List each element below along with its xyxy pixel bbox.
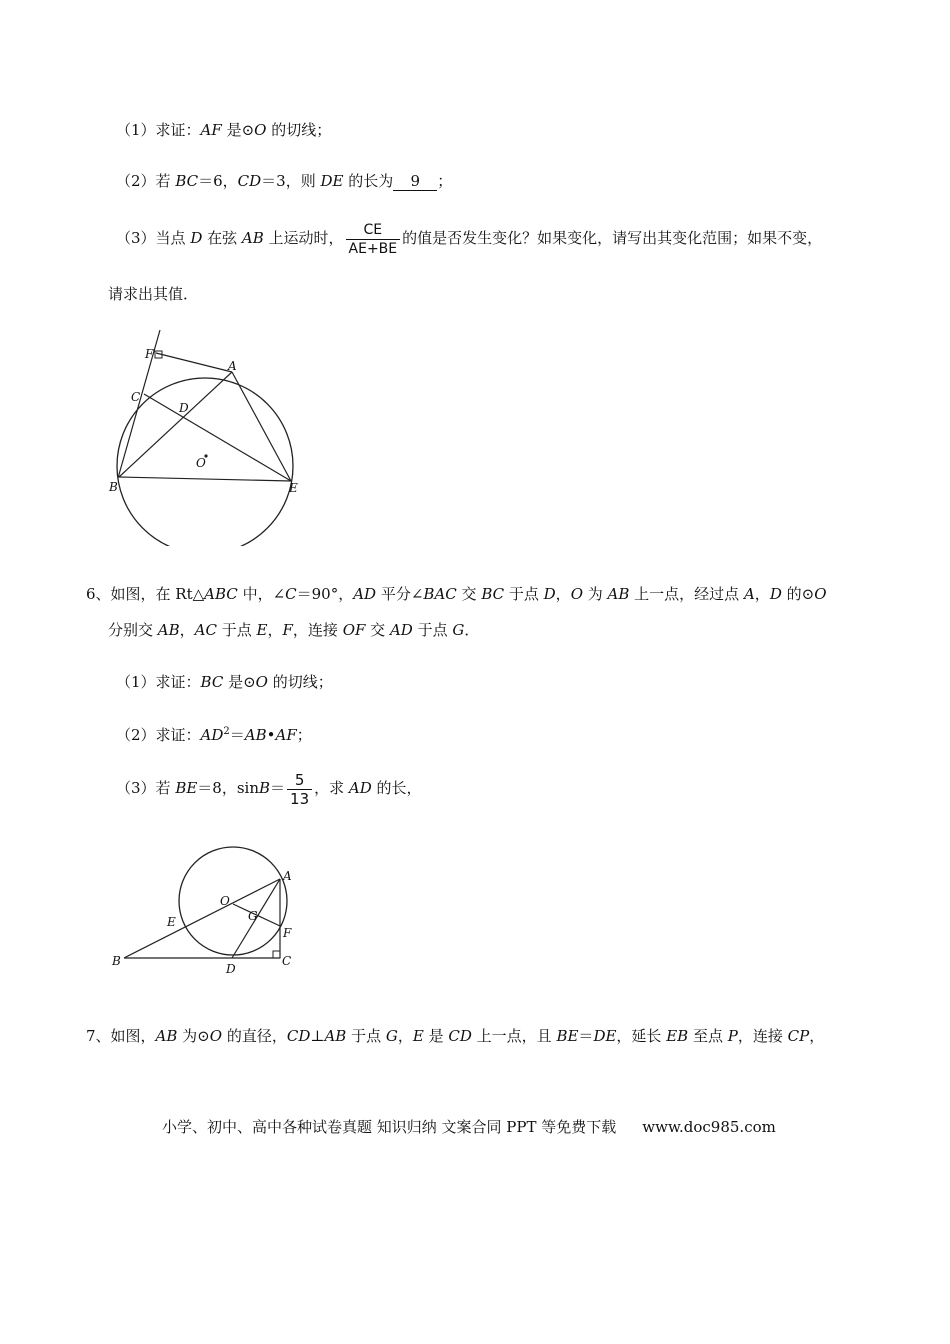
q6-part3-be: BE bbox=[175, 779, 198, 797]
q7-t3: ⊥ bbox=[310, 1027, 325, 1045]
q6-stem-o: O bbox=[570, 585, 583, 603]
q6-stem-t2: ＝90°， bbox=[296, 585, 354, 603]
q5-figure bbox=[100, 326, 310, 546]
footer-url[interactable]: www.doc985.com bbox=[642, 1118, 776, 1136]
q5-part2-prefix: （2）若 bbox=[116, 172, 176, 190]
q5-part2-eq2: ＝3，则 bbox=[261, 172, 321, 190]
q6-right-angle-mark bbox=[273, 951, 280, 958]
q6-stem-line1 bbox=[86, 584, 827, 604]
q6-stem-d2: D bbox=[769, 585, 782, 603]
q6-stem2-t3: 于点 bbox=[216, 621, 257, 639]
q6-part2-sup: 2 bbox=[223, 726, 230, 737]
q6-stem-t4: 交 bbox=[456, 585, 482, 603]
q6-part3-ad: AD bbox=[348, 779, 372, 797]
q6-part3-frac-den: 13 bbox=[287, 789, 312, 808]
q5-part1-suffix: 的切线； bbox=[266, 121, 332, 139]
q6-stem-t9: ， bbox=[754, 585, 770, 603]
q6-part1 bbox=[116, 672, 333, 692]
q7-o: O bbox=[209, 1027, 223, 1045]
q6-part3-frac-num: 5 bbox=[294, 770, 305, 789]
q6-label-a: A bbox=[283, 869, 292, 883]
q5-label-d: D bbox=[179, 401, 189, 415]
q6-stem2-e: E bbox=[256, 621, 268, 639]
q6-part3-b: B bbox=[259, 779, 271, 797]
q6-stem-ab: AB bbox=[607, 585, 630, 603]
q6-stem2-t8: ． bbox=[464, 621, 480, 639]
q6-circle bbox=[179, 847, 287, 955]
q5-part2-bc: BC bbox=[175, 172, 199, 190]
q6-stem2-f: F bbox=[282, 621, 293, 639]
q7-p: P bbox=[727, 1027, 738, 1045]
q6-stem-t7: 为 bbox=[583, 585, 608, 603]
q6-stem-d: D bbox=[543, 585, 556, 603]
q6-stem-bac: BAC bbox=[423, 585, 457, 603]
q6-label-c: C bbox=[282, 954, 292, 968]
q7-t11: ，连接 bbox=[737, 1027, 788, 1045]
q5-part1 bbox=[116, 120, 331, 140]
q6-part1-prefix: （1）求证： bbox=[116, 673, 201, 691]
q5-part1-o: O bbox=[254, 121, 267, 139]
q5-part1-prefix: （1）求证： bbox=[116, 121, 201, 139]
q6-label-g: G bbox=[248, 909, 258, 923]
q7-ab: AB bbox=[155, 1027, 178, 1045]
q6-stem-num: 6、如图，在 Rt△ bbox=[86, 585, 205, 603]
q6-stem-t3: 平分∠ bbox=[376, 585, 424, 603]
q6-label-d: D bbox=[226, 962, 236, 976]
q7-t7: 上一点，且 bbox=[471, 1027, 557, 1045]
q6-stem-t1: 中，∠ bbox=[237, 585, 286, 603]
q6-stem-a: A bbox=[743, 585, 755, 603]
q6-stem2-t2: ， bbox=[179, 621, 195, 639]
q6-stem2-g: G bbox=[452, 621, 465, 639]
q6-line-o-d bbox=[232, 904, 233, 958]
q6-stem-c: C bbox=[285, 585, 297, 603]
q6-part3-eq2: ＝ bbox=[270, 779, 286, 797]
q6-part3-suffix: ，求 bbox=[314, 779, 349, 797]
q5-part3-frac-num: CE bbox=[363, 221, 383, 238]
q5-part2-eq1: ＝6， bbox=[198, 172, 238, 190]
q6-stem-abc: ABC bbox=[204, 585, 238, 603]
q5-line-b-a bbox=[119, 372, 232, 477]
q7-e: E bbox=[412, 1027, 424, 1045]
q6-stem-t10: 的⊙ bbox=[781, 585, 815, 603]
q6-stem2-ac: AC bbox=[194, 621, 217, 639]
q7-t10: 至点 bbox=[688, 1027, 728, 1045]
q5-part3-fraction bbox=[346, 221, 401, 258]
q6-figure bbox=[108, 846, 308, 981]
q6-stem-t5: 于点 bbox=[504, 585, 544, 603]
q5-part1-mid: 是⊙ bbox=[221, 121, 255, 139]
q7-ab2: AB bbox=[324, 1027, 347, 1045]
q5-part1-af: AF bbox=[200, 121, 222, 139]
q5-label-o: O bbox=[196, 456, 206, 470]
q6-stem2-of: OF bbox=[342, 621, 366, 639]
q6-stem2-t1: 分别交 bbox=[108, 621, 158, 639]
q5-part2-cd: CD bbox=[237, 172, 262, 190]
q6-part2-prefix: （2）求证： bbox=[116, 726, 201, 744]
q5-part3-suffix: 的值是否发生变化？如果变化，请写出其变化范围；如果不变， bbox=[402, 229, 823, 247]
q6-stem-bc: BC bbox=[481, 585, 505, 603]
q6-stem-ad: AD bbox=[353, 585, 377, 603]
q7-t12: ， bbox=[809, 1027, 825, 1045]
q6-part3-fraction bbox=[287, 771, 312, 808]
q6-stem-t6: ， bbox=[555, 585, 571, 603]
q6-part2-dot: • bbox=[266, 726, 276, 744]
q6-part3 bbox=[116, 768, 422, 808]
q5-part3-prefix: （3）当点 bbox=[116, 229, 191, 247]
q5-label-a: A bbox=[228, 359, 237, 373]
q5-label-e: E bbox=[289, 481, 298, 495]
q7-cd2: CD bbox=[448, 1027, 472, 1045]
q6-part2-ab: AB bbox=[244, 726, 267, 744]
q7-g: G bbox=[385, 1027, 398, 1045]
q5-line-a-e bbox=[232, 372, 291, 481]
q6-label-e: E bbox=[167, 915, 176, 929]
q7-num: 7、如图， bbox=[86, 1027, 156, 1045]
q7-be: BE bbox=[556, 1027, 579, 1045]
q5-line-f-b bbox=[118, 330, 160, 478]
q6-stem-o2: O bbox=[814, 585, 827, 603]
q7-t9: ，延长 bbox=[616, 1027, 667, 1045]
q6-label-b: B bbox=[112, 954, 121, 968]
q5-part2-suffix: ； bbox=[437, 172, 453, 190]
q5-part2-mid: 的长为 bbox=[343, 172, 394, 190]
q5-part3-mid1: 在弦 bbox=[202, 229, 242, 247]
q6-stem2-t7: 于点 bbox=[412, 621, 453, 639]
q5-part3-frac-den: AE+BE bbox=[346, 239, 401, 258]
q7-cd: CD bbox=[286, 1027, 311, 1045]
q6-part3-prefix: （3）若 bbox=[116, 779, 176, 797]
q7-t8: ＝ bbox=[578, 1027, 594, 1045]
q6-stem-t8: 上一点，经过点 bbox=[629, 585, 744, 603]
q5-label-c: C bbox=[131, 390, 141, 404]
q6-part1-mid: 是⊙ bbox=[223, 673, 256, 691]
q5-part3-line2: 请求出其值． bbox=[108, 285, 199, 303]
q6-part1-o: O bbox=[255, 673, 268, 691]
q7-t1: 为⊙ bbox=[177, 1027, 210, 1045]
q5-line-c-e bbox=[144, 394, 291, 481]
q6-part2-suffix: ； bbox=[296, 726, 312, 744]
q6-part2-af: AF bbox=[275, 726, 297, 744]
q5-label-b: B bbox=[109, 480, 118, 494]
q6-part2-eq: ＝ bbox=[229, 726, 245, 744]
q5-line-b-e bbox=[119, 477, 291, 481]
q6-part1-suffix: 的切线； bbox=[267, 673, 333, 691]
q7-de: DE bbox=[593, 1027, 617, 1045]
q5-part2-de: DE bbox=[320, 172, 344, 190]
q7-stem bbox=[86, 1026, 824, 1046]
footer-text: 小学、初中、高中各种试卷真题 知识归纳 文案合同 PPT 等免费下载 bbox=[162, 1118, 617, 1136]
q6-part3-end: 的长， bbox=[371, 779, 422, 797]
q6-stem2-ab: AB bbox=[157, 621, 180, 639]
q6-part2 bbox=[116, 722, 312, 745]
q7-t4: 于点 bbox=[346, 1027, 386, 1045]
q6-label-f: F bbox=[283, 926, 292, 940]
q5-label-f: F bbox=[145, 347, 154, 361]
q6-stem2-t4: ， bbox=[267, 621, 283, 639]
q6-stem2-t6: 交 bbox=[365, 621, 390, 639]
q5-part3 bbox=[116, 218, 822, 258]
q5-part3-mid2: 上运动时， bbox=[263, 229, 344, 247]
q6-label-o: O bbox=[220, 894, 230, 908]
q7-t2: 的直径， bbox=[222, 1027, 287, 1045]
q7-eb: EB bbox=[666, 1027, 689, 1045]
q7-t6: 是 bbox=[423, 1027, 449, 1045]
q7-cp: CP bbox=[787, 1027, 810, 1045]
q6-part2-ad: AD bbox=[200, 726, 224, 744]
q5-part2-answer-blank: 9 bbox=[393, 172, 437, 191]
page-footer bbox=[162, 1116, 776, 1137]
q6-stem2-ad: AD bbox=[389, 621, 413, 639]
q6-stem-line2 bbox=[108, 620, 479, 640]
q5-part3-ab: AB bbox=[241, 229, 264, 247]
q7-t5: ， bbox=[397, 1027, 413, 1045]
q5-part3-d: D bbox=[190, 229, 203, 247]
q5-part2 bbox=[116, 171, 452, 191]
q6-stem2-t5: ，连接 bbox=[292, 621, 343, 639]
q6-part3-eq: ＝8，sin bbox=[197, 779, 259, 797]
q6-part1-bc: BC bbox=[200, 673, 224, 691]
q5-line-f-a bbox=[156, 353, 232, 372]
